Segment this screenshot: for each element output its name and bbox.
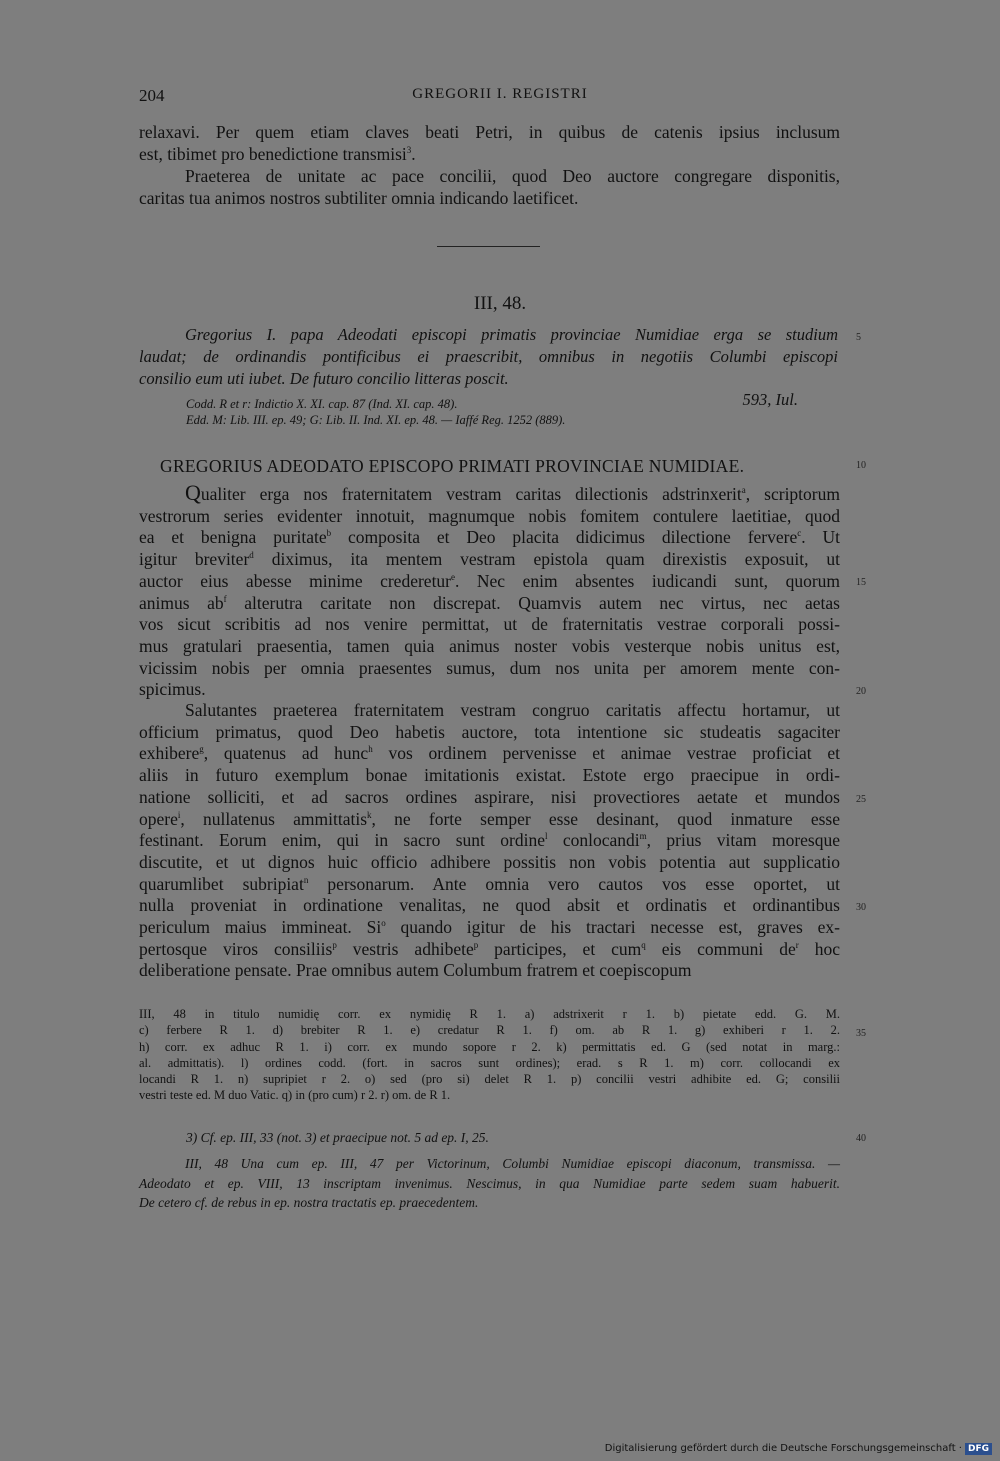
dfg-logo: DFG xyxy=(965,1443,992,1455)
note-marker: k xyxy=(367,809,372,820)
line-number: 25 xyxy=(856,794,866,805)
apparatus-line: III, 48 in titulo numidię corr. ex nymidię R 1. a) adstrixerit r 1. b) pietate edd. G. M. xyxy=(139,1007,840,1021)
note-marker: h xyxy=(368,744,373,755)
page-number: 204 xyxy=(139,86,165,105)
text-run: participes, et cum xyxy=(478,938,642,959)
note-marker: f xyxy=(223,593,227,604)
manuscript-sources xyxy=(186,396,565,428)
text-run: , quatenus ad hunc xyxy=(203,743,369,764)
text-line xyxy=(139,527,840,549)
footnote-text: 3) Cf. ep. III, 33 (not. 3) et praecipue not. 5 ad ep. I, 25. xyxy=(186,1130,489,1145)
text-line xyxy=(139,614,840,636)
note-marker: g xyxy=(199,744,204,755)
line-number: 10 xyxy=(856,460,866,471)
text-line xyxy=(139,852,840,874)
text-line xyxy=(139,830,840,852)
summary-line: Gregorius I. papa Adeodati episcopi primatis provinciae Numidiae erga se studium xyxy=(185,325,838,344)
text-run: opere xyxy=(139,808,178,829)
text-line xyxy=(139,809,840,831)
summary-line: consilio eum uti iubet. De futuro concilio litteras poscit. 593, Iul. xyxy=(139,368,798,410)
text-run: , scriptorum xyxy=(745,484,840,504)
letter-number: III, 48. xyxy=(473,293,527,314)
text-line xyxy=(139,679,840,701)
text-run: hoc xyxy=(798,938,840,959)
text-line xyxy=(139,506,840,528)
prev-letter-para-1 xyxy=(139,122,840,165)
apparatus-line: h) corr. ex adhuc R 1. i) corr. ex mundo sopore r 2. k) permittatis ed. G (sed notat in marg.: xyxy=(139,1039,840,1054)
text-run: personarum. Ante omnia vero cautos vos esse oportet, ut xyxy=(308,873,840,894)
commentary-line: De cetero cf. de rebus in ep. nostra tractatis ep. praecedentem. xyxy=(139,1195,479,1210)
text-run: animus ab xyxy=(139,592,224,613)
text-line xyxy=(139,874,840,896)
initial-letter: Q xyxy=(185,480,201,505)
note-marker: n xyxy=(303,874,309,885)
text-run: auctor eius abesse minime crederetur xyxy=(139,570,452,591)
note-marker: b xyxy=(326,528,332,539)
apparatus-line: locandi R 1. n) supripiet r 2. o) sed (pro si) delet R 1. p) concilii vestri adhibite ed. G; consilii xyxy=(139,1072,840,1087)
text-run: alterutra caritate non discrepat. Quamvis autem nec virtus, nec aetas xyxy=(226,592,840,613)
text-line xyxy=(139,636,840,658)
text-line xyxy=(139,593,840,615)
text-run: spicimus. xyxy=(139,679,206,700)
text-line: relaxavi. Per quem etiam claves beati Petri, in quibus de catenis ipsius inclusum xyxy=(139,122,840,142)
letter-body-para-2 xyxy=(139,700,840,982)
credit-text: Digitalisierung gefördert durch die Deutsche Forschungsgemeinschaft · xyxy=(604,1443,962,1454)
apparatus-line: c) ferbere R 1. d) brebiter R 1. e) credatur R 1. f) om. ab R 1. g) exhiberi r 1. 2. xyxy=(139,1023,840,1038)
text-run: vos sicut scribitis ad nos venire permittat, ut de fraternitatis vestrae corporali possi- xyxy=(139,614,840,635)
footnote-ref: 3 xyxy=(406,144,412,155)
text-line: est, tibimet pro benedictione transmisi$^3$. xyxy=(139,143,416,164)
line-number: 20 xyxy=(856,686,866,697)
text-run: , ne forte semper esse desinant, quod inmature esse xyxy=(371,808,840,829)
text-run: . Nec enim absentes iudicandi sunt, quorum xyxy=(455,570,841,591)
text-run: composita et Deo placita didicimus dilectione fervere xyxy=(331,527,798,548)
text-line xyxy=(139,895,840,917)
historical-commentary xyxy=(139,1154,840,1213)
line-number: 15 xyxy=(856,577,866,588)
note-marker: m xyxy=(639,831,647,842)
note-marker: p xyxy=(332,939,337,950)
note-marker: a xyxy=(741,485,746,496)
text-line: Praeterea de unitate ac pace concilii, quod Deo auctore congregare disponitis, xyxy=(185,166,840,186)
text-line xyxy=(139,743,840,765)
editions-line: Edd. M: Lib. III. ep. 49; G: Lib. II. Ind. XI. ep. 48. — Iaffé Reg. 1252 (889). xyxy=(186,413,566,427)
text-run: conlocandi xyxy=(547,830,640,851)
text-run: deliberatione pensate. Prae omnibus autem Columbum fratrem et coepiscopum xyxy=(139,960,692,981)
text-run: eis communi de xyxy=(645,938,796,959)
text-line xyxy=(139,571,840,593)
apparatus-line: vestri teste ed. M duo Vatic. q) in (pro cum) r 2. r) om. de R 1. xyxy=(139,1088,451,1103)
text-line xyxy=(139,765,840,787)
text-run: vestris adhibete xyxy=(336,938,474,959)
text-run: festinant. Eorum enim, qui in sacro sunt ordine xyxy=(139,830,545,851)
note-marker: e xyxy=(451,571,456,582)
text-run: quarumlibet subripiat xyxy=(139,873,304,894)
text-run: natione solliciti, et ad sacros ordines aspirare, nisi provectiores aetate et mundos xyxy=(139,786,840,807)
text-line xyxy=(139,700,840,722)
digitization-credit xyxy=(605,1443,992,1455)
prev-letter-para-2 xyxy=(139,166,840,209)
text-run: ea et benigna puritate xyxy=(139,527,327,548)
text-line xyxy=(139,787,840,809)
text-run: pertosque viros consiliis xyxy=(139,938,333,959)
commentary-line: Adeodato et ep. VIII, 13 inscriptam invenimus. Nescimus, in qua Numidiae parte sedem suam habuerit. xyxy=(139,1175,840,1191)
note-marker: l xyxy=(544,831,548,842)
line-number: 40 xyxy=(856,1133,866,1144)
text-run: ualiter erga nos fraternitatem vestram caritas dilectionis adstrinxerit xyxy=(200,484,742,504)
text-run: nulla proveniat in ordinatione venalitas, ne quod absit et ordinatis et ordinantibus xyxy=(139,895,840,916)
line-number: 35 xyxy=(856,1028,866,1039)
summary-line: laudat; de ordinandis pontificibus ei praescribit, omnibus in negotiis Columbi episcopi xyxy=(139,346,838,366)
text-line xyxy=(139,658,840,680)
note-marker: o xyxy=(381,918,386,929)
note-marker: p xyxy=(473,939,479,950)
section-divider xyxy=(437,246,540,247)
text-run: aliis in futuro exemplum bonae imitationis existat. Estote ergo praecipue in ordi- xyxy=(139,765,840,786)
text-line xyxy=(139,917,840,939)
letter-body-para-1 xyxy=(139,482,840,701)
line-number: 30 xyxy=(856,902,866,913)
line-number: 5 xyxy=(856,332,861,343)
text-run: quando igitur de his tractari necesse est, graves ex- xyxy=(385,917,840,938)
text-line: caritas tua animos nostros subtiliter omnia indicando laetificet. xyxy=(139,187,579,208)
text-run: vestrorum series evidenter innotuit, magnumque nobis fomitem contulere laetitiae, quod xyxy=(139,505,840,526)
critical-apparatus xyxy=(139,1006,840,1104)
text-line xyxy=(139,960,840,982)
running-head: GREGORII I. REGISTRI xyxy=(412,86,588,102)
text-run: exhibere xyxy=(139,743,200,764)
text-run: Salutantes praeterea fraternitatem vestram congruo caritatis affectu hortamur, ut xyxy=(185,700,840,720)
text-run: vos ordinem pervenisse et animae vestrae proficiat et xyxy=(372,743,841,764)
text-line xyxy=(139,482,840,506)
text-run: , nullatenus ammittatis xyxy=(180,808,368,829)
text-run: mus gratulari praesentia, tamen quia animus noster vobis vesterque nobis unitus est, xyxy=(139,635,840,656)
note-marker: r xyxy=(795,939,799,950)
note-marker: i xyxy=(177,809,181,820)
note-marker: c xyxy=(797,528,802,539)
commentary-line: III, 48 Una cum ep. III, 47 per Victorinum, Columbi Numidiae episcopi diaconum, transmissa. — xyxy=(185,1156,840,1171)
footnote-3 xyxy=(186,1128,840,1148)
text-run: igitur breviter xyxy=(139,549,250,570)
letter-date: 593, Iul. xyxy=(742,390,798,410)
text-run: vicissim nobis per omnia praesentes sumus, dum nos unita per amorem mente con- xyxy=(139,657,840,678)
note-marker: q xyxy=(641,939,646,950)
codices-line: Codd. R et r: Indictio X. XI. cap. 87 (Ind. XI. cap. 48). xyxy=(186,397,458,411)
text-line xyxy=(139,549,840,571)
note-marker: d xyxy=(249,550,254,561)
text-line xyxy=(139,939,840,961)
text-run: diximus, ita mentem vestram epistola quam direxistis exposuit, ut xyxy=(253,549,840,570)
text-line xyxy=(139,722,840,744)
text-run: periculum maius immineat. Si xyxy=(139,917,382,938)
text-run: , prius vitam moresque xyxy=(646,830,841,851)
text-run: discutite, et ut dignos huic officio adhibere possitis non vobis potentia aut supplicatio xyxy=(139,851,840,872)
text-run: officium primatus, quod Deo habetis auctore, tota intentione sic studeatis sagaciter xyxy=(139,721,840,742)
letter-heading: GREGORIUS ADEODATO EPISCOPO PRIMATI PROVINCIAE NUMIDIAE. xyxy=(160,456,745,476)
text-run: . Ut xyxy=(801,527,841,548)
apparatus-line: al. admittatis). l) ordines codd. (fort. in sacros sunt ordines); erad. s R 1. m) corr. collocandi ex xyxy=(139,1055,840,1070)
